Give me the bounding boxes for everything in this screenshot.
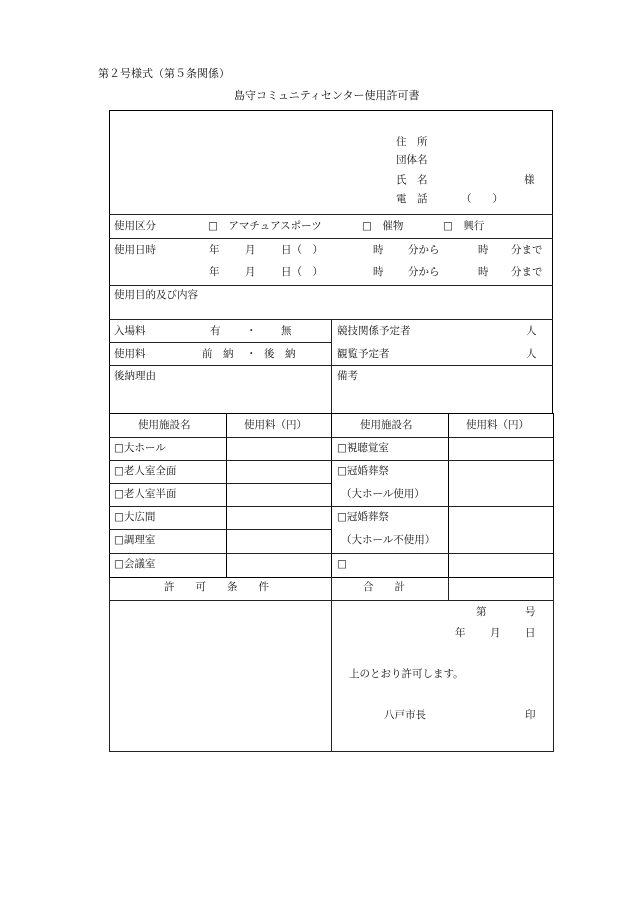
hour-label: 時 (478, 244, 489, 256)
permit-month: 月 (490, 627, 501, 639)
minute-until-label: 分まで (511, 266, 543, 278)
usage-category-label: 使用区分 (114, 220, 156, 232)
divider (448, 577, 449, 600)
spectators-unit: 人 (526, 348, 537, 360)
divider (109, 285, 553, 286)
minute-until-label: 分まで (511, 244, 543, 256)
permit-year: 年 (455, 627, 466, 639)
spectators-label: 観覧予定者 (337, 348, 390, 360)
facility-cooking-room[interactable]: □調理室 (114, 534, 156, 546)
col-facility-name: 使用施設名 (360, 419, 413, 431)
competitors-label: 競技関係予定者 (337, 325, 411, 337)
year-label: 年 (209, 266, 220, 278)
phone-parens: （ ） (461, 193, 503, 205)
border (109, 751, 554, 752)
col-usage-fee: 使用料（円） (244, 419, 307, 431)
facility-ceremony-with-hall[interactable]: □冠婚葬祭 (337, 465, 389, 477)
facility-meeting-room[interactable]: □会議室 (114, 558, 156, 570)
hour-label: 時 (373, 244, 384, 256)
usage-option-amateur-sports[interactable]: □ アマチュアスポーツ (208, 220, 322, 232)
facility-elder-room-half[interactable]: □老人室半面 (114, 488, 177, 500)
divider (331, 577, 332, 751)
admission-fee-label: 入場料 (114, 325, 146, 337)
day-label: 日（ ） (281, 266, 323, 278)
address-label: 住 所 (396, 136, 428, 148)
facility-ceremony-without-hall-note: （大ホール不使用） (341, 534, 436, 546)
facility-av-room[interactable]: □視聴覚室 (337, 442, 389, 454)
competitors-unit: 人 (526, 325, 537, 337)
col-facility-name: 使用施設名 (138, 419, 191, 431)
facility-ceremony-with-hall-note: （大ホール使用） (341, 488, 425, 500)
facility-elder-room-full[interactable]: □老人室全面 (114, 465, 177, 477)
seal-mark: 印 (525, 709, 536, 721)
divider (109, 214, 553, 215)
total-label: 合 計 (363, 581, 405, 593)
facility-grand-hall[interactable]: □大ホール (114, 442, 166, 454)
divider (109, 342, 331, 343)
divider (109, 529, 331, 530)
facility-other[interactable]: □ (337, 558, 347, 570)
divider (109, 553, 553, 554)
usage-datetime-label: 使用日時 (114, 244, 156, 256)
usage-fee-label: 使用料 (114, 348, 146, 360)
group-name-label: 団体名 (396, 154, 428, 166)
facility-large-hall[interactable]: □大広間 (114, 511, 156, 523)
mayor-title: 八戸市長 (384, 709, 426, 721)
divider (109, 437, 553, 438)
phone-label: 電 話 (396, 193, 428, 205)
admission-separator: ・ (246, 325, 257, 337)
honorific: 様 (524, 174, 535, 186)
divider (109, 238, 553, 239)
fee-separator: ・ (246, 348, 257, 360)
divider (109, 460, 331, 461)
divider (109, 483, 331, 484)
hour-label: 時 (373, 266, 384, 278)
minute-from-label: 分から (408, 244, 440, 256)
permit-day: 日 (525, 627, 536, 639)
remarks-label: 備考 (337, 370, 358, 382)
fee-prepay[interactable]: 前 納 (202, 348, 234, 360)
divider (109, 506, 331, 507)
divider (331, 460, 553, 461)
name-label: 氏 名 (396, 174, 428, 186)
facility-ceremony-without-hall[interactable]: □冠婚葬祭 (337, 511, 389, 523)
admission-yes[interactable]: 有 (210, 325, 221, 337)
permit-no-suffix: 号 (525, 606, 536, 618)
form-number: 第２号様式（第５条関係） (98, 67, 230, 80)
permit-conditions-label: 許 可 条 件 (164, 581, 269, 593)
purpose-label: 使用目的及び内容 (114, 289, 198, 301)
permit-statement: 上のとおり許可します。 (349, 668, 464, 680)
year-label: 年 (209, 244, 220, 256)
minute-from-label: 分から (408, 266, 440, 278)
usage-option-performance[interactable]: □ 興行 (443, 220, 485, 232)
month-label: 月 (245, 266, 256, 278)
fee-postpay[interactable]: 後 納 (264, 348, 296, 360)
permit-no-prefix: 第 (476, 606, 487, 618)
month-label: 月 (245, 244, 256, 256)
postpay-reason-label: 後納理由 (114, 370, 156, 382)
divider (331, 319, 332, 414)
document-title: 島守コミュニティセンター使用許可書 (234, 89, 420, 102)
col-usage-fee: 使用料（円） (466, 419, 529, 431)
divider (331, 506, 553, 507)
admission-no[interactable]: 無 (281, 325, 292, 337)
hour-label: 時 (478, 266, 489, 278)
usage-option-event[interactable]: □ 催物 (362, 220, 404, 232)
day-label: 日（ ） (281, 244, 323, 256)
